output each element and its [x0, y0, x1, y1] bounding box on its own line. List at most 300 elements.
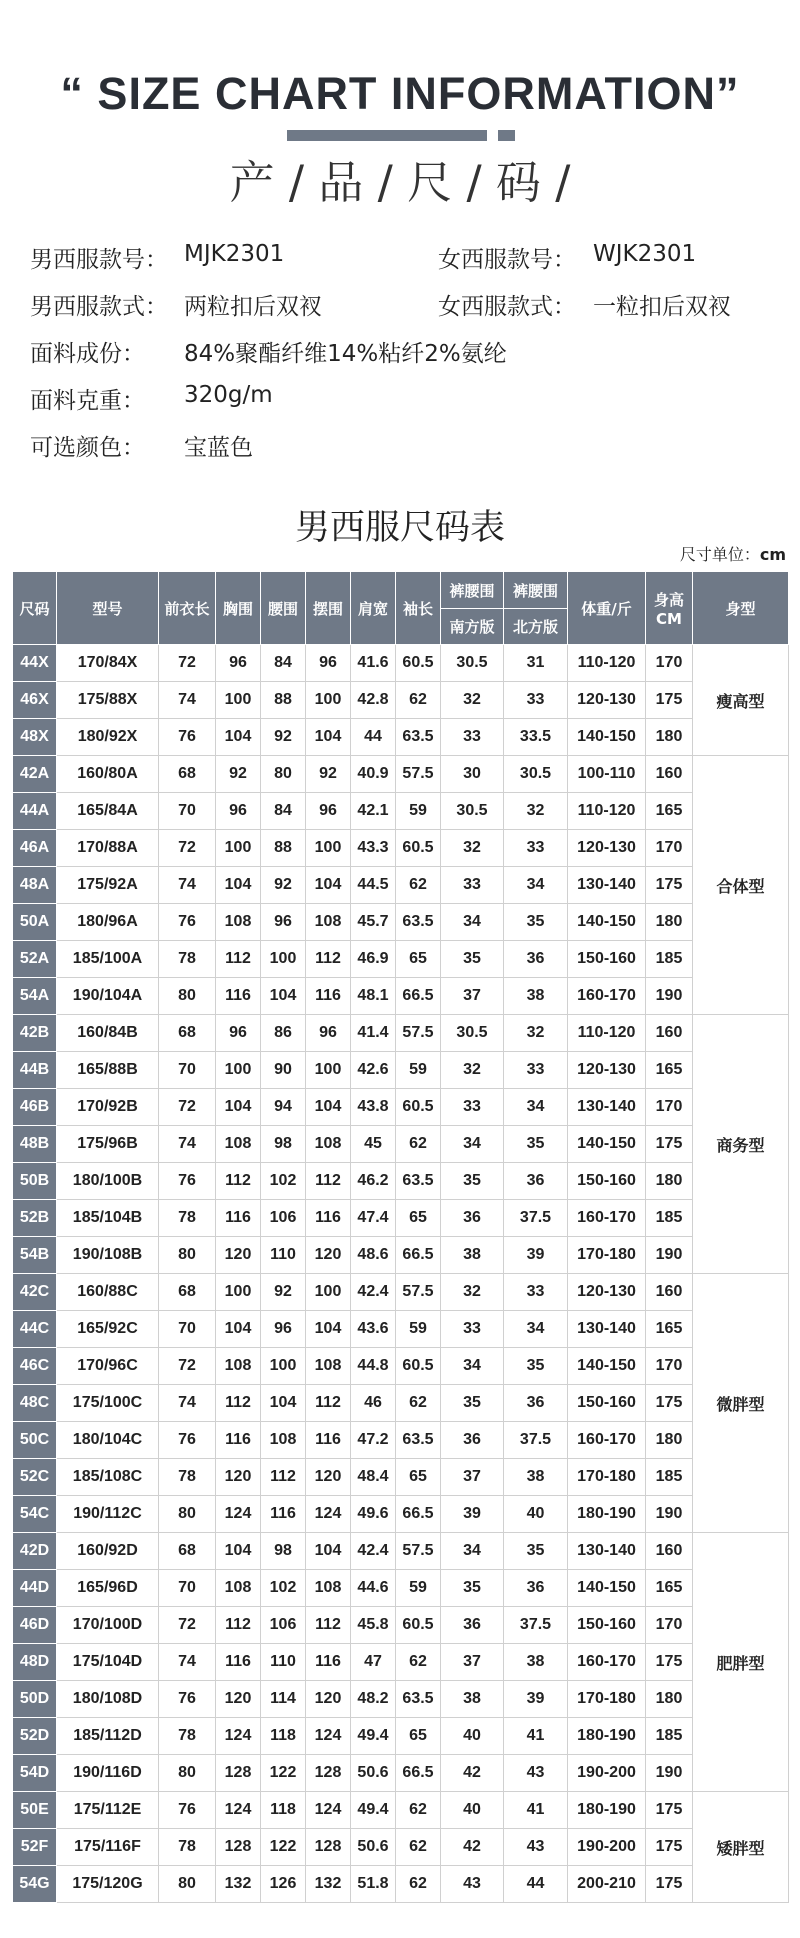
cell-weight: 150-160 — [568, 1385, 646, 1422]
cell-front-length: 78 — [159, 1459, 216, 1496]
cell-model: 180/104C — [57, 1422, 159, 1459]
cell-pants-waist-south: 37 — [441, 1459, 504, 1496]
cell-pants-waist-north: 32 — [504, 793, 568, 830]
info-row-color — [30, 429, 790, 476]
cell-model: 160/84B — [57, 1015, 159, 1052]
table-row — [13, 941, 789, 978]
cell-waist: 106 — [261, 1607, 306, 1644]
cell-sleeve: 66.5 — [396, 1755, 441, 1792]
cell-weight: 120-130 — [568, 682, 646, 719]
cell-chest: 128 — [216, 1829, 261, 1866]
cell-chest: 112 — [216, 1607, 261, 1644]
cell-chest: 132 — [216, 1866, 261, 1903]
cell-sleeve: 63.5 — [396, 1163, 441, 1200]
cell-weight: 200-210 — [568, 1866, 646, 1903]
cell-pants-waist-north: 41 — [504, 1792, 568, 1829]
cell-sleeve: 65 — [396, 1200, 441, 1237]
cell-front-length: 72 — [159, 1089, 216, 1126]
cell-hem: 108 — [306, 1348, 351, 1385]
cell-hem: 124 — [306, 1496, 351, 1533]
cell-hem: 104 — [306, 867, 351, 904]
cell-sleeve: 59 — [396, 793, 441, 830]
cell-height: 175 — [646, 1644, 693, 1681]
cell-body-type: 矮胖型 — [693, 1792, 789, 1903]
men-style-label: 男西服款式： — [30, 294, 168, 320]
cell-waist: 114 — [261, 1681, 306, 1718]
cell-code: 50E — [13, 1792, 57, 1829]
cell-height: 180 — [646, 719, 693, 756]
cell-front-length: 70 — [159, 1570, 216, 1607]
cell-pants-waist-north: 34 — [504, 1311, 568, 1348]
cell-chest: 108 — [216, 1126, 261, 1163]
cell-height: 175 — [646, 1126, 693, 1163]
cell-waist: 90 — [261, 1052, 306, 1089]
cell-hem: 116 — [306, 978, 351, 1015]
table-row — [13, 1385, 789, 1422]
table-row — [13, 1755, 789, 1792]
cell-height: 175 — [646, 1829, 693, 1866]
cell-shoulder: 46 — [351, 1385, 396, 1422]
cell-chest: 112 — [216, 1163, 261, 1200]
cell-chest: 116 — [216, 978, 261, 1015]
cell-waist: 100 — [261, 941, 306, 978]
cell-front-length: 70 — [159, 793, 216, 830]
cell-chest: 108 — [216, 1348, 261, 1385]
cell-sleeve: 62 — [396, 1866, 441, 1903]
product-info — [30, 241, 790, 476]
cell-weight: 160-170 — [568, 1200, 646, 1237]
cell-sleeve: 62 — [396, 867, 441, 904]
cell-shoulder: 49.6 — [351, 1496, 396, 1533]
cell-weight: 170-180 — [568, 1237, 646, 1274]
table-row — [13, 1459, 789, 1496]
cell-model: 190/104A — [57, 978, 159, 1015]
cell-sleeve: 60.5 — [396, 1089, 441, 1126]
cell-shoulder: 42.1 — [351, 793, 396, 830]
cell-code: 44B — [13, 1052, 57, 1089]
cell-pants-waist-north: 38 — [504, 1459, 568, 1496]
cell-shoulder: 43.3 — [351, 830, 396, 867]
cell-body-type: 肥胖型 — [693, 1533, 789, 1792]
table-row — [13, 1052, 789, 1089]
cell-pants-waist-south: 32 — [441, 682, 504, 719]
women-style-value: 一粒扣后双衩 — [593, 294, 731, 320]
cell-height: 160 — [646, 1274, 693, 1311]
women-style-label: 女西服款式： — [438, 294, 576, 320]
cell-model: 180/92X — [57, 719, 159, 756]
size-table — [12, 571, 789, 1903]
cell-model: 160/92D — [57, 1533, 159, 1570]
table-row — [13, 1570, 789, 1607]
cell-shoulder: 43.8 — [351, 1089, 396, 1126]
men-style-no-label: 男西服款号： — [30, 247, 168, 273]
cell-weight: 120-130 — [568, 830, 646, 867]
cell-waist: 118 — [261, 1718, 306, 1755]
cell-model: 175/100C — [57, 1385, 159, 1422]
cell-code: 52C — [13, 1459, 57, 1496]
unit-label: 尺寸单位： — [679, 545, 760, 564]
cell-sleeve: 59 — [396, 1311, 441, 1348]
cell-waist: 92 — [261, 1274, 306, 1311]
fabric-weight-label: 面料克重： — [30, 388, 145, 414]
cell-pants-waist-south: 35 — [441, 941, 504, 978]
cell-model: 165/92C — [57, 1311, 159, 1348]
cell-front-length: 74 — [159, 1126, 216, 1163]
cell-weight: 110-120 — [568, 645, 646, 682]
cell-hem: 108 — [306, 1126, 351, 1163]
cell-model: 175/116F — [57, 1829, 159, 1866]
table-row — [13, 1866, 789, 1903]
cell-pants-waist-south: 36 — [441, 1422, 504, 1459]
header-front-length: 前衣长 — [159, 572, 216, 645]
header-south: 南方版 — [441, 609, 504, 645]
cell-chest: 108 — [216, 904, 261, 941]
cell-shoulder: 47 — [351, 1644, 396, 1681]
cell-chest: 104 — [216, 1311, 261, 1348]
cell-height: 165 — [646, 1052, 693, 1089]
cell-hem: 112 — [306, 1385, 351, 1422]
cell-height: 180 — [646, 904, 693, 941]
cell-pants-waist-north: 43 — [504, 1829, 568, 1866]
cell-hem: 116 — [306, 1200, 351, 1237]
cell-chest: 120 — [216, 1459, 261, 1496]
cell-waist: 94 — [261, 1089, 306, 1126]
cell-pants-waist-south: 42 — [441, 1829, 504, 1866]
cell-weight: 140-150 — [568, 1570, 646, 1607]
cell-model: 185/112D — [57, 1718, 159, 1755]
cell-hem: 96 — [306, 645, 351, 682]
cell-model: 170/100D — [57, 1607, 159, 1644]
cell-pants-waist-north: 36 — [504, 941, 568, 978]
cell-front-length: 80 — [159, 1866, 216, 1903]
cell-code: 54D — [13, 1755, 57, 1792]
cell-code: 46A — [13, 830, 57, 867]
cell-code: 48C — [13, 1385, 57, 1422]
fabric-label: 面料成份： — [30, 341, 145, 367]
cell-pants-waist-south: 30 — [441, 756, 504, 793]
cell-model: 175/120G — [57, 1866, 159, 1903]
cell-pants-waist-south: 37 — [441, 978, 504, 1015]
cell-weight: 110-120 — [568, 1015, 646, 1052]
cell-shoulder: 44.6 — [351, 1570, 396, 1607]
cell-pants-waist-north: 43 — [504, 1755, 568, 1792]
cell-chest: 100 — [216, 682, 261, 719]
cell-hem: 104 — [306, 719, 351, 756]
cell-pants-waist-north: 39 — [504, 1681, 568, 1718]
cell-sleeve: 66.5 — [396, 978, 441, 1015]
cell-pants-waist-south: 39 — [441, 1496, 504, 1533]
cell-front-length: 80 — [159, 1755, 216, 1792]
women-style-no-value: WJK2301 — [593, 241, 697, 267]
header-hem: 摆围 — [306, 572, 351, 645]
table-row — [13, 1311, 789, 1348]
cell-weight: 190-200 — [568, 1829, 646, 1866]
cell-weight: 160-170 — [568, 1422, 646, 1459]
cell-chest: 128 — [216, 1755, 261, 1792]
cell-weight: 110-120 — [568, 793, 646, 830]
cell-code: 42B — [13, 1015, 57, 1052]
cell-waist: 110 — [261, 1644, 306, 1681]
cell-model: 160/88C — [57, 1274, 159, 1311]
cell-weight: 140-150 — [568, 719, 646, 756]
cell-height: 165 — [646, 793, 693, 830]
cell-hem: 128 — [306, 1755, 351, 1792]
cell-front-length: 70 — [159, 1052, 216, 1089]
cell-pants-waist-north: 37.5 — [504, 1422, 568, 1459]
color-value: 宝蓝色 — [184, 435, 253, 461]
cell-pants-waist-south: 38 — [441, 1237, 504, 1274]
cell-weight: 120-130 — [568, 1274, 646, 1311]
cell-shoulder: 46.9 — [351, 941, 396, 978]
cell-height: 190 — [646, 1755, 693, 1792]
cell-code: 52D — [13, 1718, 57, 1755]
cell-code: 50C — [13, 1422, 57, 1459]
header-height-label: 身高 — [653, 590, 684, 609]
cell-shoulder: 48.2 — [351, 1681, 396, 1718]
cell-front-length: 74 — [159, 1644, 216, 1681]
cell-sleeve: 60.5 — [396, 645, 441, 682]
cell-waist: 84 — [261, 645, 306, 682]
cell-pants-waist-north: 33 — [504, 1274, 568, 1311]
cell-pants-waist-north: 34 — [504, 867, 568, 904]
cell-pants-waist-north: 33 — [504, 830, 568, 867]
header-north: 北方版 — [504, 609, 568, 645]
cell-code: 44C — [13, 1311, 57, 1348]
cell-height: 175 — [646, 682, 693, 719]
cell-sleeve: 60.5 — [396, 830, 441, 867]
cell-model: 175/96B — [57, 1126, 159, 1163]
cell-model: 170/84X — [57, 645, 159, 682]
cell-model: 180/96A — [57, 904, 159, 941]
cell-hem: 132 — [306, 1866, 351, 1903]
cell-chest: 116 — [216, 1200, 261, 1237]
cell-sleeve: 62 — [396, 1644, 441, 1681]
cell-hem: 100 — [306, 1274, 351, 1311]
cell-waist: 96 — [261, 904, 306, 941]
cell-shoulder: 44.8 — [351, 1348, 396, 1385]
cell-model: 185/104B — [57, 1200, 159, 1237]
cell-chest: 104 — [216, 1533, 261, 1570]
decorative-bar — [287, 130, 487, 141]
cell-sleeve: 63.5 — [396, 904, 441, 941]
cell-front-length: 76 — [159, 719, 216, 756]
cell-sleeve: 62 — [396, 682, 441, 719]
cell-model: 165/84A — [57, 793, 159, 830]
cell-pants-waist-north: 35 — [504, 1348, 568, 1385]
cell-shoulder: 48.4 — [351, 1459, 396, 1496]
header-pants-waist-north: 裤腰围 — [504, 572, 568, 609]
cell-code: 42A — [13, 756, 57, 793]
cell-sleeve: 59 — [396, 1570, 441, 1607]
cell-sleeve: 65 — [396, 941, 441, 978]
cell-waist: 116 — [261, 1496, 306, 1533]
cell-front-length: 78 — [159, 1200, 216, 1237]
page-title: “ SIZE CHART INFORMATION” — [60, 68, 740, 119]
cell-shoulder: 42.8 — [351, 682, 396, 719]
table-header-row — [13, 572, 789, 609]
table-row — [13, 1681, 789, 1718]
cell-model: 190/108B — [57, 1237, 159, 1274]
cell-pants-waist-south: 33 — [441, 1089, 504, 1126]
cell-pants-waist-south: 36 — [441, 1607, 504, 1644]
cell-height: 165 — [646, 1570, 693, 1607]
cell-height: 165 — [646, 1311, 693, 1348]
cell-height: 185 — [646, 1718, 693, 1755]
cell-front-length: 68 — [159, 1015, 216, 1052]
cell-sleeve: 62 — [396, 1385, 441, 1422]
cell-pants-waist-south: 40 — [441, 1718, 504, 1755]
cell-pants-waist-south: 35 — [441, 1385, 504, 1422]
table-row — [13, 1496, 789, 1533]
cell-sleeve: 59 — [396, 1052, 441, 1089]
cell-code: 48D — [13, 1644, 57, 1681]
cell-pants-waist-north: 35 — [504, 1126, 568, 1163]
cell-height: 170 — [646, 1607, 693, 1644]
cell-front-length: 72 — [159, 1348, 216, 1385]
cell-height: 175 — [646, 1385, 693, 1422]
cell-height: 190 — [646, 978, 693, 1015]
cell-weight: 120-130 — [568, 1052, 646, 1089]
cell-shoulder: 47.2 — [351, 1422, 396, 1459]
cell-height: 190 — [646, 1237, 693, 1274]
cell-hem: 100 — [306, 682, 351, 719]
cell-pants-waist-south: 33 — [441, 719, 504, 756]
cell-pants-waist-north: 33 — [504, 682, 568, 719]
cell-hem: 120 — [306, 1681, 351, 1718]
cell-hem: 100 — [306, 1052, 351, 1089]
cell-shoulder: 43.6 — [351, 1311, 396, 1348]
cell-weight: 130-140 — [568, 867, 646, 904]
fabric-value: 84%聚酯纤维14%粘纤2%氨纶 — [184, 341, 507, 367]
cell-chest: 124 — [216, 1718, 261, 1755]
cell-chest: 112 — [216, 1385, 261, 1422]
cell-body-type: 合体型 — [693, 756, 789, 1015]
cell-pants-waist-south: 32 — [441, 1052, 504, 1089]
cell-waist: 100 — [261, 1348, 306, 1385]
cell-pants-waist-north: 31 — [504, 645, 568, 682]
cell-waist: 84 — [261, 793, 306, 830]
cell-chest: 124 — [216, 1496, 261, 1533]
unit-note — [680, 542, 786, 565]
info-row-weight — [30, 382, 790, 429]
cell-model: 190/116D — [57, 1755, 159, 1792]
cell-hem: 124 — [306, 1792, 351, 1829]
table-row — [13, 1126, 789, 1163]
cell-weight: 150-160 — [568, 1163, 646, 1200]
cell-pants-waist-north: 35 — [504, 1533, 568, 1570]
cell-chest: 96 — [216, 793, 261, 830]
men-style-value: 两粒扣后双衩 — [184, 294, 322, 320]
cell-sleeve: 62 — [396, 1126, 441, 1163]
cell-sleeve: 60.5 — [396, 1348, 441, 1385]
cell-chest: 104 — [216, 1089, 261, 1126]
cell-height: 170 — [646, 1348, 693, 1385]
cell-front-length: 72 — [159, 830, 216, 867]
cell-pants-waist-south: 40 — [441, 1792, 504, 1829]
cell-weight: 170-180 — [568, 1459, 646, 1496]
header-height — [646, 572, 693, 645]
cell-sleeve: 62 — [396, 1829, 441, 1866]
cell-height: 175 — [646, 1866, 693, 1903]
cell-front-length: 74 — [159, 1385, 216, 1422]
cell-code: 54C — [13, 1496, 57, 1533]
cell-chest: 100 — [216, 1052, 261, 1089]
cell-code: 46D — [13, 1607, 57, 1644]
cell-pants-waist-south: 43 — [441, 1866, 504, 1903]
cell-sleeve: 63.5 — [396, 1681, 441, 1718]
color-label: 可选颜色： — [30, 435, 145, 461]
cell-hem: 112 — [306, 1163, 351, 1200]
cell-chest: 96 — [216, 645, 261, 682]
cell-chest: 96 — [216, 1015, 261, 1052]
cell-front-length: 80 — [159, 1496, 216, 1533]
table-row — [13, 904, 789, 941]
cell-pants-waist-north: 39 — [504, 1237, 568, 1274]
cell-sleeve: 57.5 — [396, 1015, 441, 1052]
cell-height: 175 — [646, 1792, 693, 1829]
cell-pants-waist-north: 36 — [504, 1163, 568, 1200]
cell-waist: 108 — [261, 1422, 306, 1459]
cell-pants-waist-south: 34 — [441, 1348, 504, 1385]
cell-weight: 130-140 — [568, 1533, 646, 1570]
cell-front-length: 76 — [159, 1792, 216, 1829]
cell-sleeve: 63.5 — [396, 1422, 441, 1459]
cell-code: 42C — [13, 1274, 57, 1311]
table-row — [13, 682, 789, 719]
cell-weight: 180-190 — [568, 1792, 646, 1829]
cell-model: 160/80A — [57, 756, 159, 793]
cell-hem: 128 — [306, 1829, 351, 1866]
cell-model: 180/100B — [57, 1163, 159, 1200]
cell-pants-waist-north: 41 — [504, 1718, 568, 1755]
cell-height: 170 — [646, 830, 693, 867]
table-row — [13, 1644, 789, 1681]
cell-hem: 124 — [306, 1718, 351, 1755]
cell-hem: 112 — [306, 1607, 351, 1644]
cell-pants-waist-south: 30.5 — [441, 793, 504, 830]
cell-code: 46C — [13, 1348, 57, 1385]
header-pants-waist-south: 裤腰围 — [441, 572, 504, 609]
cell-code: 50D — [13, 1681, 57, 1718]
cell-hem: 116 — [306, 1422, 351, 1459]
cell-pants-waist-south: 37 — [441, 1644, 504, 1681]
cell-pants-waist-south: 38 — [441, 1681, 504, 1718]
cell-chest: 108 — [216, 1570, 261, 1607]
cell-height: 160 — [646, 1015, 693, 1052]
cell-front-length: 76 — [159, 1681, 216, 1718]
table-row — [13, 867, 789, 904]
page-subtitle: 产 / 品 / 尺 / 码 / — [229, 156, 571, 209]
cell-chest: 120 — [216, 1681, 261, 1718]
cell-weight: 190-200 — [568, 1755, 646, 1792]
cell-code: 50B — [13, 1163, 57, 1200]
cell-model: 170/92B — [57, 1089, 159, 1126]
cell-hem: 104 — [306, 1311, 351, 1348]
table-row — [13, 793, 789, 830]
cell-code: 54G — [13, 1866, 57, 1903]
cell-waist: 88 — [261, 682, 306, 719]
cell-model: 175/104D — [57, 1644, 159, 1681]
cell-weight: 130-140 — [568, 1311, 646, 1348]
cell-weight: 170-180 — [568, 1681, 646, 1718]
cell-waist: 92 — [261, 867, 306, 904]
cell-weight: 150-160 — [568, 1607, 646, 1644]
cell-chest: 112 — [216, 941, 261, 978]
cell-height: 175 — [646, 867, 693, 904]
cell-shoulder: 42.4 — [351, 1533, 396, 1570]
table-row — [13, 1015, 789, 1052]
cell-code: 44X — [13, 645, 57, 682]
